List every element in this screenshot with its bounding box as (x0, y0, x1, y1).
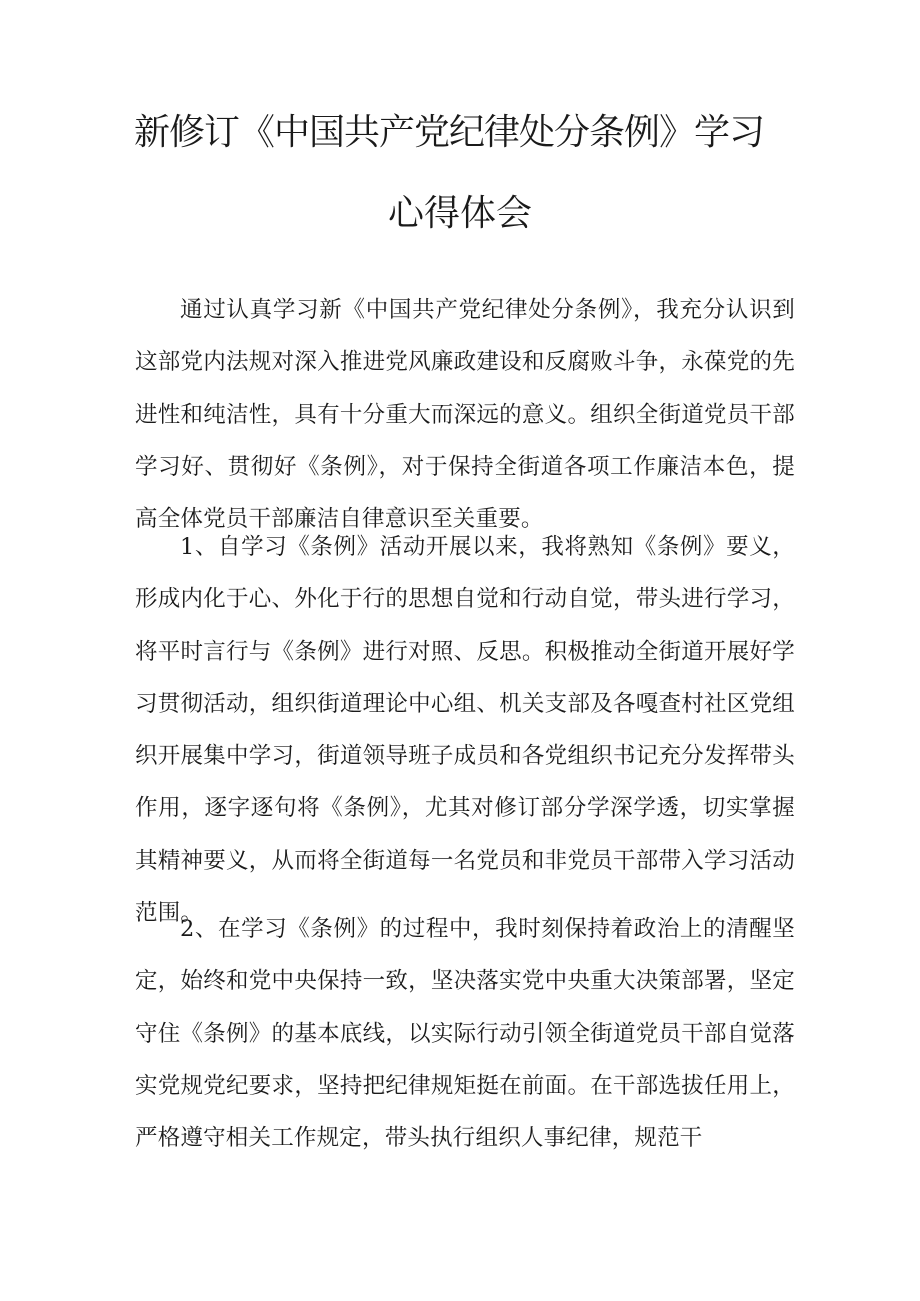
document-title-line-1: 新修订《中国共产党纪律处分条例》学习 (134, 112, 765, 153)
paragraph-point-2: 2、在学习《条例》的过程中，我时刻保持着政治上的清醒坚定，始终和党中央保持一致，坚决落实党中央重大决策部署，坚定守住《条例》的基本底线，以实际行动引领全街道党员干部自觉落实党规党纪要求，坚持把纪律规矩挺在前面。在干部选拔任用上，严格遵守相关工作规定，带头执行组织人事纪律，规范干 (135, 916, 795, 1152)
document-title-line-2: 心得体会 (387, 193, 532, 234)
paragraph-intro: 通过认真学习新《中国共产党纪律处分条例》，我充分认识到这部党内法规对深入推进党风廉政建设和反腐败斗争，永葆党的先进性和纯洁性，具有十分重大而深远的意义。组织全街道党员干部学习好、贯彻好《条例》，对于保持全街道各项工作廉洁本色，提高全体党员干部廉洁自律意识至关重要。 (135, 297, 795, 533)
paragraph-point-1: 1、自学习《条例》活动开展以来，我将熟知《条例》要义，形成内化于心、外化于行的思想自觉和行动自觉，带头进行学习，将平时言行与《条例》进行对照、反思。积极推动全街道开展好学习贯彻活动，组织街道理论中心组、机关支部及各嘎查村社区党组织开展集中学习，街道领导班子成员和各党组织书记充分发挥带头作用，逐字逐句将《条例》，尤其对修订部分学深学透，切实掌握其精神要义，从而将全街道每一名党员和非党员干部带入学习活动范围。 (135, 534, 795, 927)
